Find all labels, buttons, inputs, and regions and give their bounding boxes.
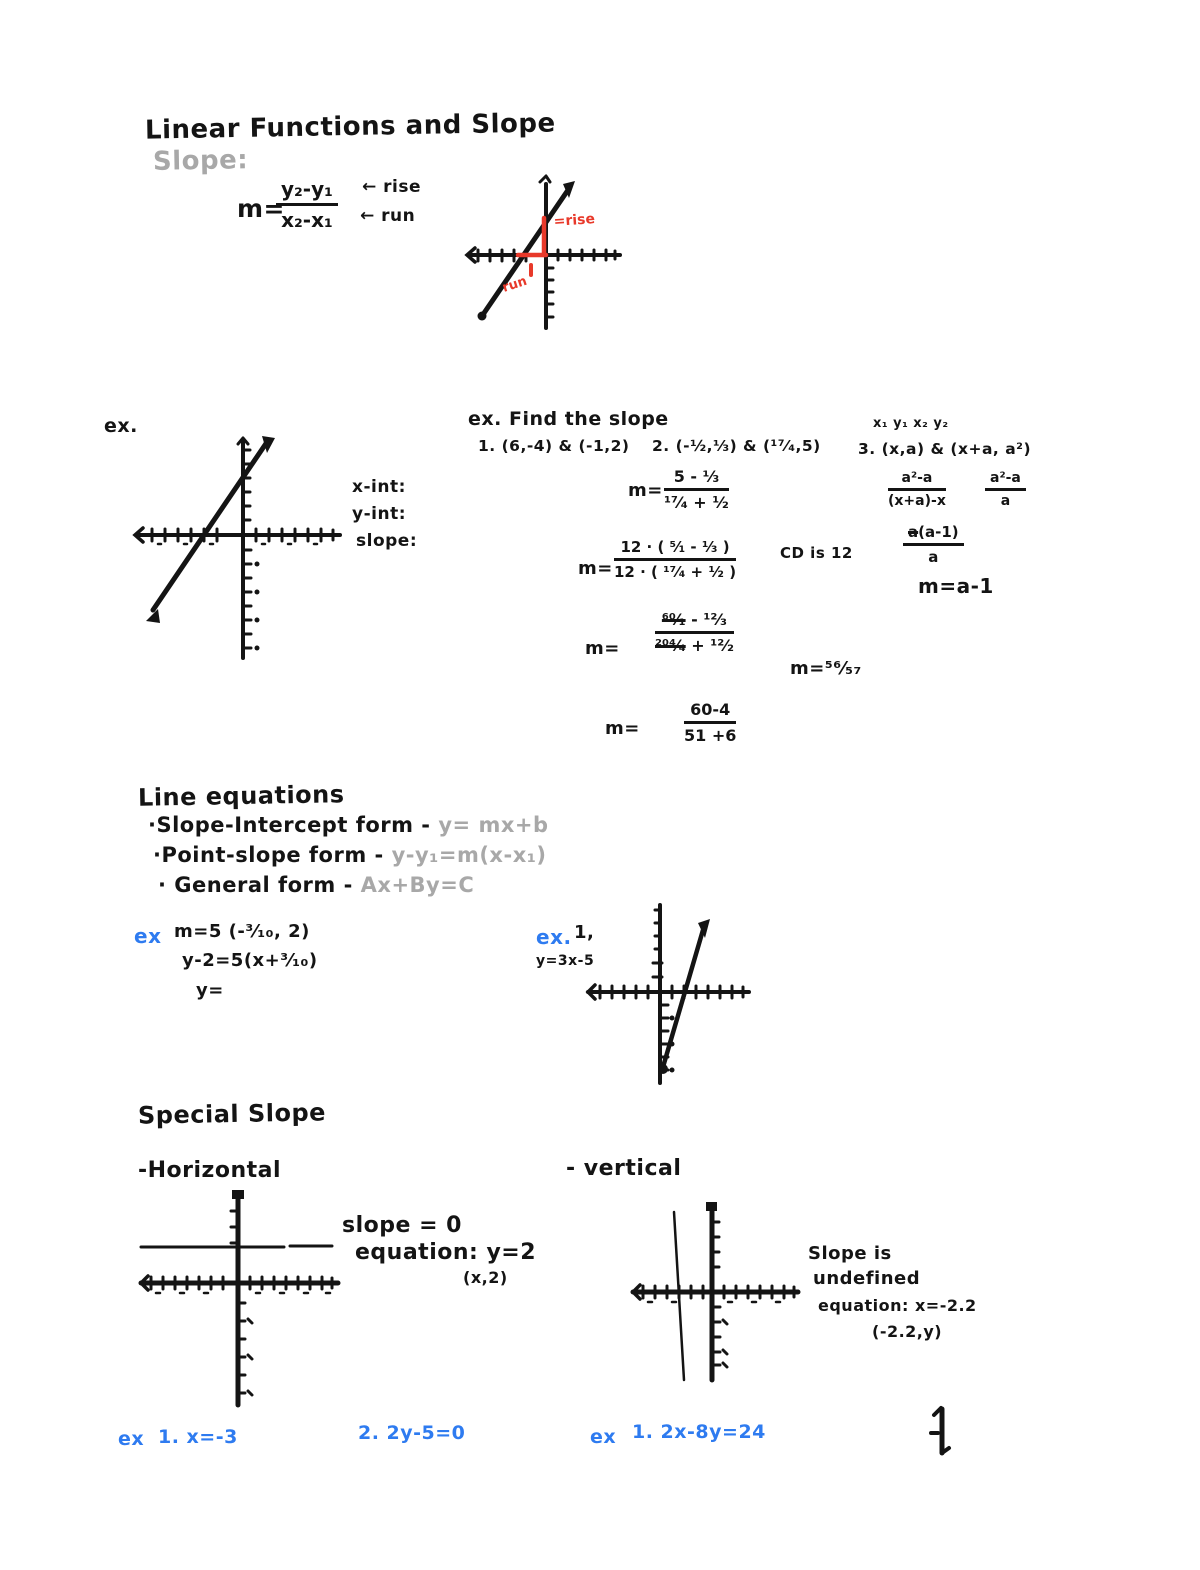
graph-rise-label: =rise: [553, 211, 596, 230]
point-slope-ex-line1: m=5 (-³⁄₁₀, 2): [174, 921, 310, 942]
point-slope-label: ·Point-slope form -: [153, 843, 392, 867]
line-equation-item: [148, 813, 549, 837]
vertical-line-graph: [628, 1192, 803, 1392]
find-slope-problem1: 1. (6,-4) & (-1,2): [478, 437, 630, 455]
work3-frac1-num: a²-a: [888, 470, 946, 491]
run-note: ← run: [360, 206, 416, 226]
horizontal-note-point: (x,2): [463, 1268, 508, 1287]
work2-step3-den-rest: + ¹²⁄₂: [685, 636, 734, 655]
work2-step3-m: m=: [585, 638, 620, 659]
horizontal-label: -Horizontal: [138, 1158, 282, 1183]
work2-step1-fraction: [664, 467, 729, 512]
work3-frac2-num: a²-a: [985, 470, 1026, 491]
slope-label: slope:: [356, 531, 418, 551]
find-slope-problem3: 3. (x,a) & (x+a, a²): [858, 440, 1032, 458]
work2-step2-m: m=: [578, 558, 613, 579]
example1-graph: [128, 428, 348, 663]
exercise-ex2-label: ex: [590, 1426, 617, 1448]
work3-result: m=a-1: [918, 574, 994, 598]
graph-y-3x-5: [583, 893, 753, 1088]
graph-ex-equation: y=3x-5: [536, 953, 595, 969]
rise-note: ← rise: [362, 177, 422, 197]
slope-fraction-denominator: x₂-x₁: [281, 208, 333, 232]
slope-intercept-label: ·Slope-Intercept form -: [148, 813, 439, 837]
vertical-note-point: (-2.2,y): [872, 1322, 943, 1341]
special-slope-title: Special Slope: [137, 1098, 327, 1130]
work3-fraction2: [985, 470, 1026, 509]
x-int-label: x-int:: [352, 477, 406, 497]
work2-step2-num: 12 · ( ⁵⁄₁ - ¹⁄₃ ): [614, 538, 736, 561]
work3-fraction3: [903, 523, 964, 566]
line-equation-item: [158, 873, 474, 897]
work3-frac3-num-cancelled: a: [908, 523, 919, 541]
vertical-note-equation: equation: x=-2.2: [818, 1296, 977, 1315]
y-int-label: y-int:: [352, 504, 406, 524]
line-equation-item: [153, 843, 547, 867]
slope-intercept-formula: y= mx+b: [438, 813, 549, 837]
find-slope-problem2: 2. (-½,⅓) & (¹⁷⁄₄,5): [652, 437, 821, 455]
work2-step3-num: [655, 610, 734, 634]
work3-fraction1: [888, 470, 946, 509]
slope-fraction: [276, 177, 338, 232]
general-form-label: · General form -: [158, 873, 361, 897]
work2-step3-result: m=⁵⁶⁄₅₇: [790, 658, 862, 679]
work3-frac3-num: [903, 523, 964, 546]
graph-ex-number: 1,: [574, 922, 595, 943]
section-slope-heading: Slope:: [152, 145, 249, 177]
vertical-label: - vertical: [566, 1156, 682, 1181]
work2-step1-den: ¹⁷⁄₄ + ¹⁄₂: [664, 493, 729, 512]
work2-step2-den: 12 · ( ¹⁷⁄₄ + ¹⁄₂ ): [614, 563, 737, 581]
work2-step2-note: CD is 12: [780, 544, 853, 562]
point-slope-ex-label: ex: [134, 924, 162, 948]
work3-frac1-den: (x+a)-x: [888, 493, 946, 509]
exercise-ex1-label: ex: [118, 1428, 145, 1450]
general-form-formula: Ax+By=C: [360, 873, 475, 897]
work3-frac3-num-rest: (a-1): [918, 523, 959, 541]
exercise-item1: 1. x=-3: [158, 1426, 238, 1448]
vertical-note-slope: Slope is: [808, 1243, 892, 1264]
vertical-note-undefined: undefined: [813, 1268, 921, 1289]
point-slope-formula: y-y₁=m(x-x₁): [391, 843, 547, 867]
graph-run-label: run: [500, 273, 529, 296]
line-equations-title: Line equations: [137, 780, 345, 812]
horizontal-note-slope: slope = 0: [342, 1213, 462, 1238]
slope-m-label: m=: [237, 194, 285, 223]
work2-step4-den: 51 +6: [684, 726, 737, 745]
intro-slope-graph: [462, 168, 627, 338]
work2-step3-num-rest: - ¹²⁄₃: [685, 610, 728, 629]
graph-ex-label: ex.: [536, 925, 572, 949]
point-slope-ex-line2: y-2=5(x+³⁄₁₀): [182, 950, 318, 971]
page-title: Linear Functions and Slope: [144, 108, 556, 146]
exercise-item3: 1. 2x-8y=24: [632, 1421, 766, 1443]
horizontal-line-graph: [136, 1183, 341, 1408]
work3-frac2-den: a: [1000, 493, 1011, 509]
exercise-item2: 2. 2y-5=0: [358, 1422, 466, 1444]
coord-labels: x₁ y₁ x₂ y₂: [873, 416, 949, 431]
work2-step4-m: m=: [605, 718, 640, 739]
stray-mark: [926, 1403, 958, 1459]
work2-step4-fraction: [684, 700, 736, 745]
work2-step3-num-cancelled: ⁶⁰⁄₁: [661, 610, 686, 629]
work2-step1-m: m=: [628, 480, 663, 501]
work2-step3-fraction: [655, 610, 734, 655]
work3-frac3-den: a: [928, 548, 939, 566]
point-slope-ex-line3: y=: [196, 980, 224, 1001]
example1-label: ex.: [104, 415, 138, 437]
horizontal-note-equation: equation: y=2: [355, 1240, 537, 1265]
slope-fraction-numerator: y₂-y₁: [276, 177, 338, 206]
work2-step1-num: 5 - ⅓: [664, 467, 729, 491]
work2-step3-den-cancelled: ²⁰⁴⁄₄: [655, 636, 686, 655]
work2-step4-num: 60-4: [684, 700, 736, 724]
work2-step3-den: [655, 634, 734, 655]
find-slope-title: ex. Find the slope: [468, 408, 669, 430]
work2-step2-fraction: [614, 538, 736, 581]
